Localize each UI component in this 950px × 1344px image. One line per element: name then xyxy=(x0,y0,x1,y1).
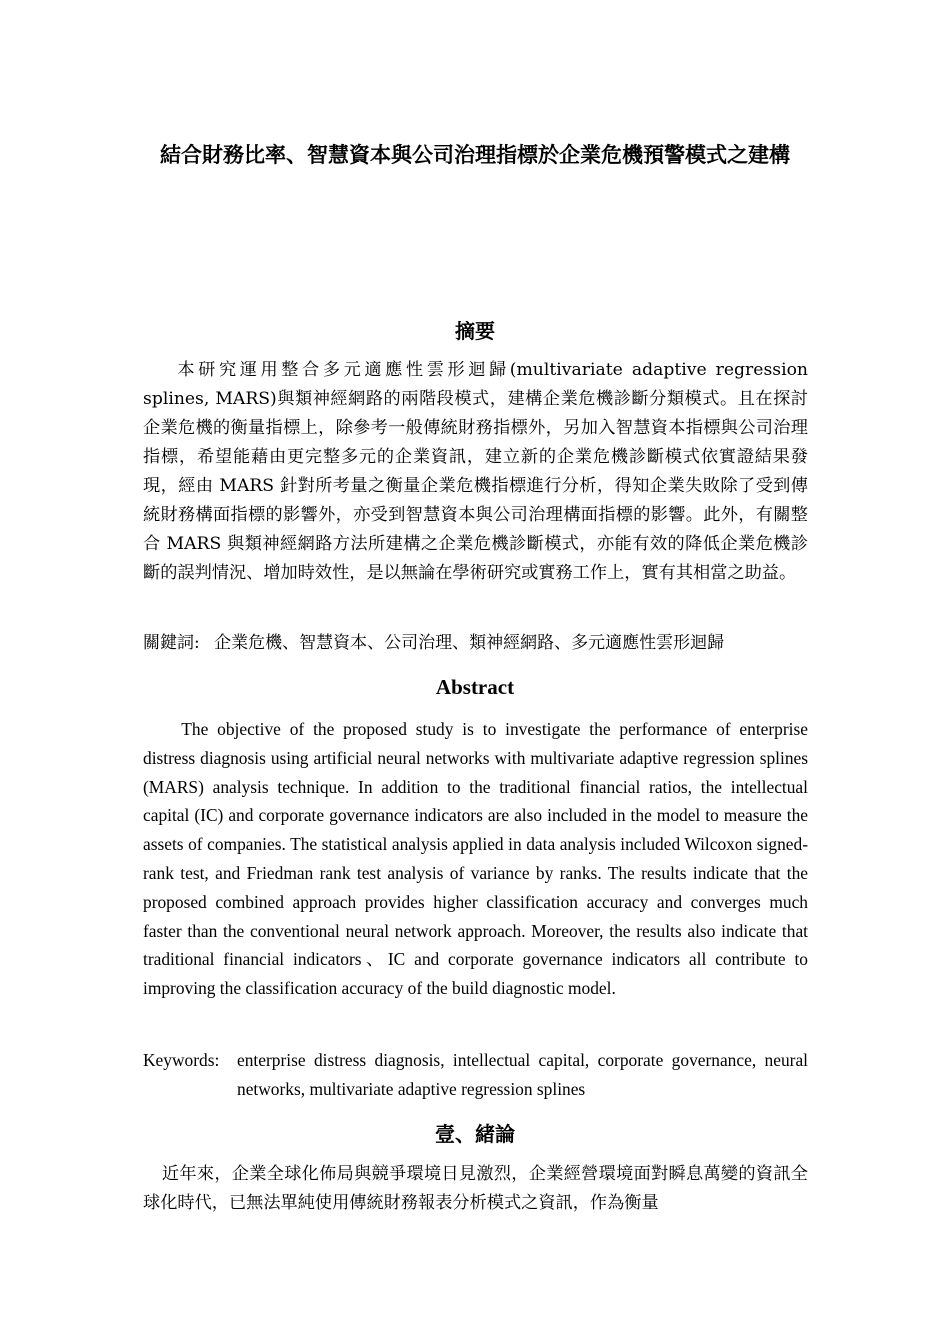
introduction-heading: 壹、緒論 xyxy=(435,1122,515,1146)
keywords-en-label: Keywords: xyxy=(143,1050,220,1070)
abstract-en-heading: Abstract xyxy=(435,675,515,699)
abstract-en-body: The objective of the proposed study is to investigate the performance of enterprise distress diagnosis using artificial neural networks with multivariate adaptive regression splines (MARS) analysis technique. In addition to the traditional financial ratios, the intellectual capital (IC) and corporate governance indicators are also included in the model to measure the assets of companies. The statistical analysis applied in data analysis included Wilcoxon signed-rank test, and Friedman rank test analysis of variance by ranks. The results indicate that the proposed combined approach provides higher classification accuracy and converges much faster than the conventional neural network approach. Moreover, the results also indicate that traditional financial indicators、IC and corporate governance indicators all contribute to improving the classification accuracy of the build diagnostic model. xyxy=(143,719,808,999)
introduction-body: 近年來，企業全球化佈局與競爭環境日見激烈，企業經營環境面對瞬息萬變的資訊全球化時代，已無法單純使用傳統財務報表分析模式之資訊，作為衡量 xyxy=(143,1164,808,1213)
abstract-zh-body: 本研究運用整合多元適應性雲形迴歸(multivariate adaptive regression splines, MARS)與類神經網路的兩階段模式，建構企業危機診斷分類模式。且在探討企業危機的衡量指標上，除參考一般傳統財務指標外，另加入智慧資本指標與公司治理指標，希望能藉由更完整多元的企業資訊，建立新的企業危機診斷模式依實證結果發現，經由 MARS 針對所考量之衡量企業危機指標進行分析，得知企業失敗除了受到傳統財務構面指標的影響外，亦受到智慧資本與公司治理構面指標的影響。此外，有關整合 MARS 與類神經網路方法所建構之企業危機診斷模式，亦能有效的降低企業危機診斷的誤判情況、增加時效性，是以無論在學術研究或實務工作上，實有其相當之助益。 xyxy=(143,360,808,583)
keywords-en-value: enterprise distress diagnosis, intellectual capital, corporate governance, neural networks, multivariate adaptive regression splines xyxy=(237,1050,808,1099)
keywords-zh xyxy=(143,629,808,657)
keywords-zh-label: 關鍵詞: xyxy=(143,633,200,653)
keywords-en xyxy=(143,1046,808,1104)
abstract-zh-heading: 摘要 xyxy=(455,319,495,343)
keywords-zh-value: 企業危機、智慧資本、公司治理、類神經網路、多元適應性雲形迴歸 xyxy=(214,633,725,653)
paper-title: 結合財務比率、智慧資本與公司治理指標於企業危機預警模式之建構 xyxy=(160,142,790,167)
